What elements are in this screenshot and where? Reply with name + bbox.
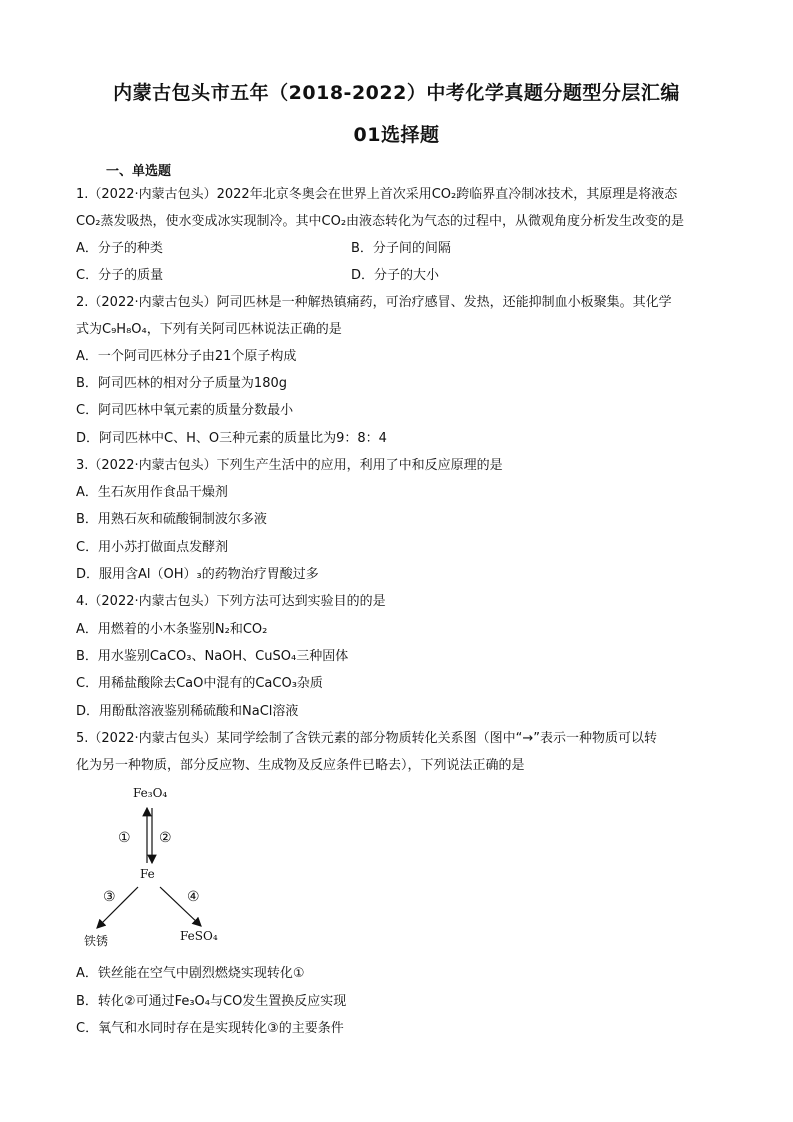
diagram-node-fe3o4: Fe₃O₄ bbox=[133, 786, 168, 800]
document-title: 内蒙古包头市五年（2018-2022）中考化学真题分题型分层汇编 bbox=[113, 82, 680, 104]
q4-option-d: D．用酚酞溶液鉴别稀硫酸和NaCl溶液 bbox=[76, 704, 299, 719]
diagram-label-3: ③ bbox=[103, 889, 116, 905]
q1-option-c: C．分子的质量 bbox=[76, 268, 164, 283]
q1-option-a: A．分子的种类 bbox=[76, 241, 163, 256]
q1-option-b: B．分子间的间隔 bbox=[351, 241, 451, 256]
diagram-node-feso4: FeSO₄ bbox=[180, 929, 218, 943]
q4-option-c: C．用稀盐酸除去CaO中混有的CaCO₃杂质 bbox=[76, 676, 323, 691]
q2-stem-line2: 式为C₉H₈O₄，下列有关阿司匹林说法正确的是 bbox=[76, 322, 342, 337]
diagram-node-fe: Fe bbox=[140, 867, 155, 881]
q1-option-d: D．分子的大小 bbox=[351, 268, 440, 283]
q3-option-c: C．用小苏打做面点发酵剂 bbox=[76, 540, 229, 555]
q1-stem-line2: CO₂蒸发吸热，使水变成冰实现制冷。其中CO₂由液态转化为气态的过程中，从微观角度分析发生改变的是 bbox=[76, 214, 685, 229]
diagram-node-rust: 铁锈 bbox=[84, 934, 109, 948]
q2-option-b: B．阿司匹林的相对分子质量为180g bbox=[76, 376, 287, 391]
q5-option-a: A．铁丝能在空气中剧烈燃烧实现转化① bbox=[76, 966, 305, 981]
q3-option-d: D．服用含Al（OH）₃的药物治疗胃酸过多 bbox=[76, 567, 319, 582]
q1-stem-line1: 1.（2022·内蒙古包头）2022年北京冬奥会在世界上首次采用CO₂跨临界直冷制冰技术，其原理是将液态 bbox=[76, 187, 678, 202]
q3-option-b: B．用熟石灰和硫酸铜制波尔多液 bbox=[76, 512, 267, 527]
diagram-label-2: ② bbox=[159, 830, 172, 846]
q5-stem-line2: 化为另一种物质，部分反应物、生成物及反应条件已略去），下列说法正确的是 bbox=[76, 758, 525, 773]
q2-stem-line1: 2.（2022·内蒙古包头）阿司匹林是一种解热镇痛药，可治疗感冒、发热，还能抑制血小板聚集。其化学 bbox=[76, 295, 672, 310]
section-heading: 一、单选题 bbox=[106, 164, 172, 179]
q4-stem-line1: 4.（2022·内蒙古包头）下列方法可达到实验目的的是 bbox=[76, 594, 386, 609]
document-subtitle: 01选择题 bbox=[353, 124, 440, 146]
q5-option-b: B．转化②可通过Fe₃O₄与CO发生置换反应实现 bbox=[76, 994, 347, 1009]
q5-option-c: C．氧气和水同时存在是实现转化③的主要条件 bbox=[76, 1021, 344, 1036]
diagram-label-1: ① bbox=[118, 830, 131, 846]
q4-option-b: B．用水鉴别CaCO₃、NaOH、CuSO₄三种固体 bbox=[76, 649, 349, 664]
q4-option-a: A．用燃着的小木条鉴别N₂和CO₂ bbox=[76, 622, 268, 637]
q2-option-d: D．阿司匹林中C、H、O三种元素的质量比为9：8：4 bbox=[76, 431, 387, 446]
q2-option-a: A．一个阿司匹林分子由21个原子构成 bbox=[76, 349, 297, 364]
q3-stem-line1: 3.（2022·内蒙古包头）下列生产生活中的应用，利用了中和反应原理的是 bbox=[76, 458, 503, 473]
q5-stem-line1: 5.（2022·内蒙古包头）某同学绘制了含铁元素的部分物质转化关系图（图中“→”表示一种物质可以转 bbox=[76, 731, 657, 746]
q2-option-c: C．阿司匹林中氧元素的质量分数最小 bbox=[76, 403, 294, 418]
diagram-label-4: ④ bbox=[187, 889, 200, 905]
q3-option-a: A．生石灰用作食品干燥剂 bbox=[76, 485, 228, 500]
